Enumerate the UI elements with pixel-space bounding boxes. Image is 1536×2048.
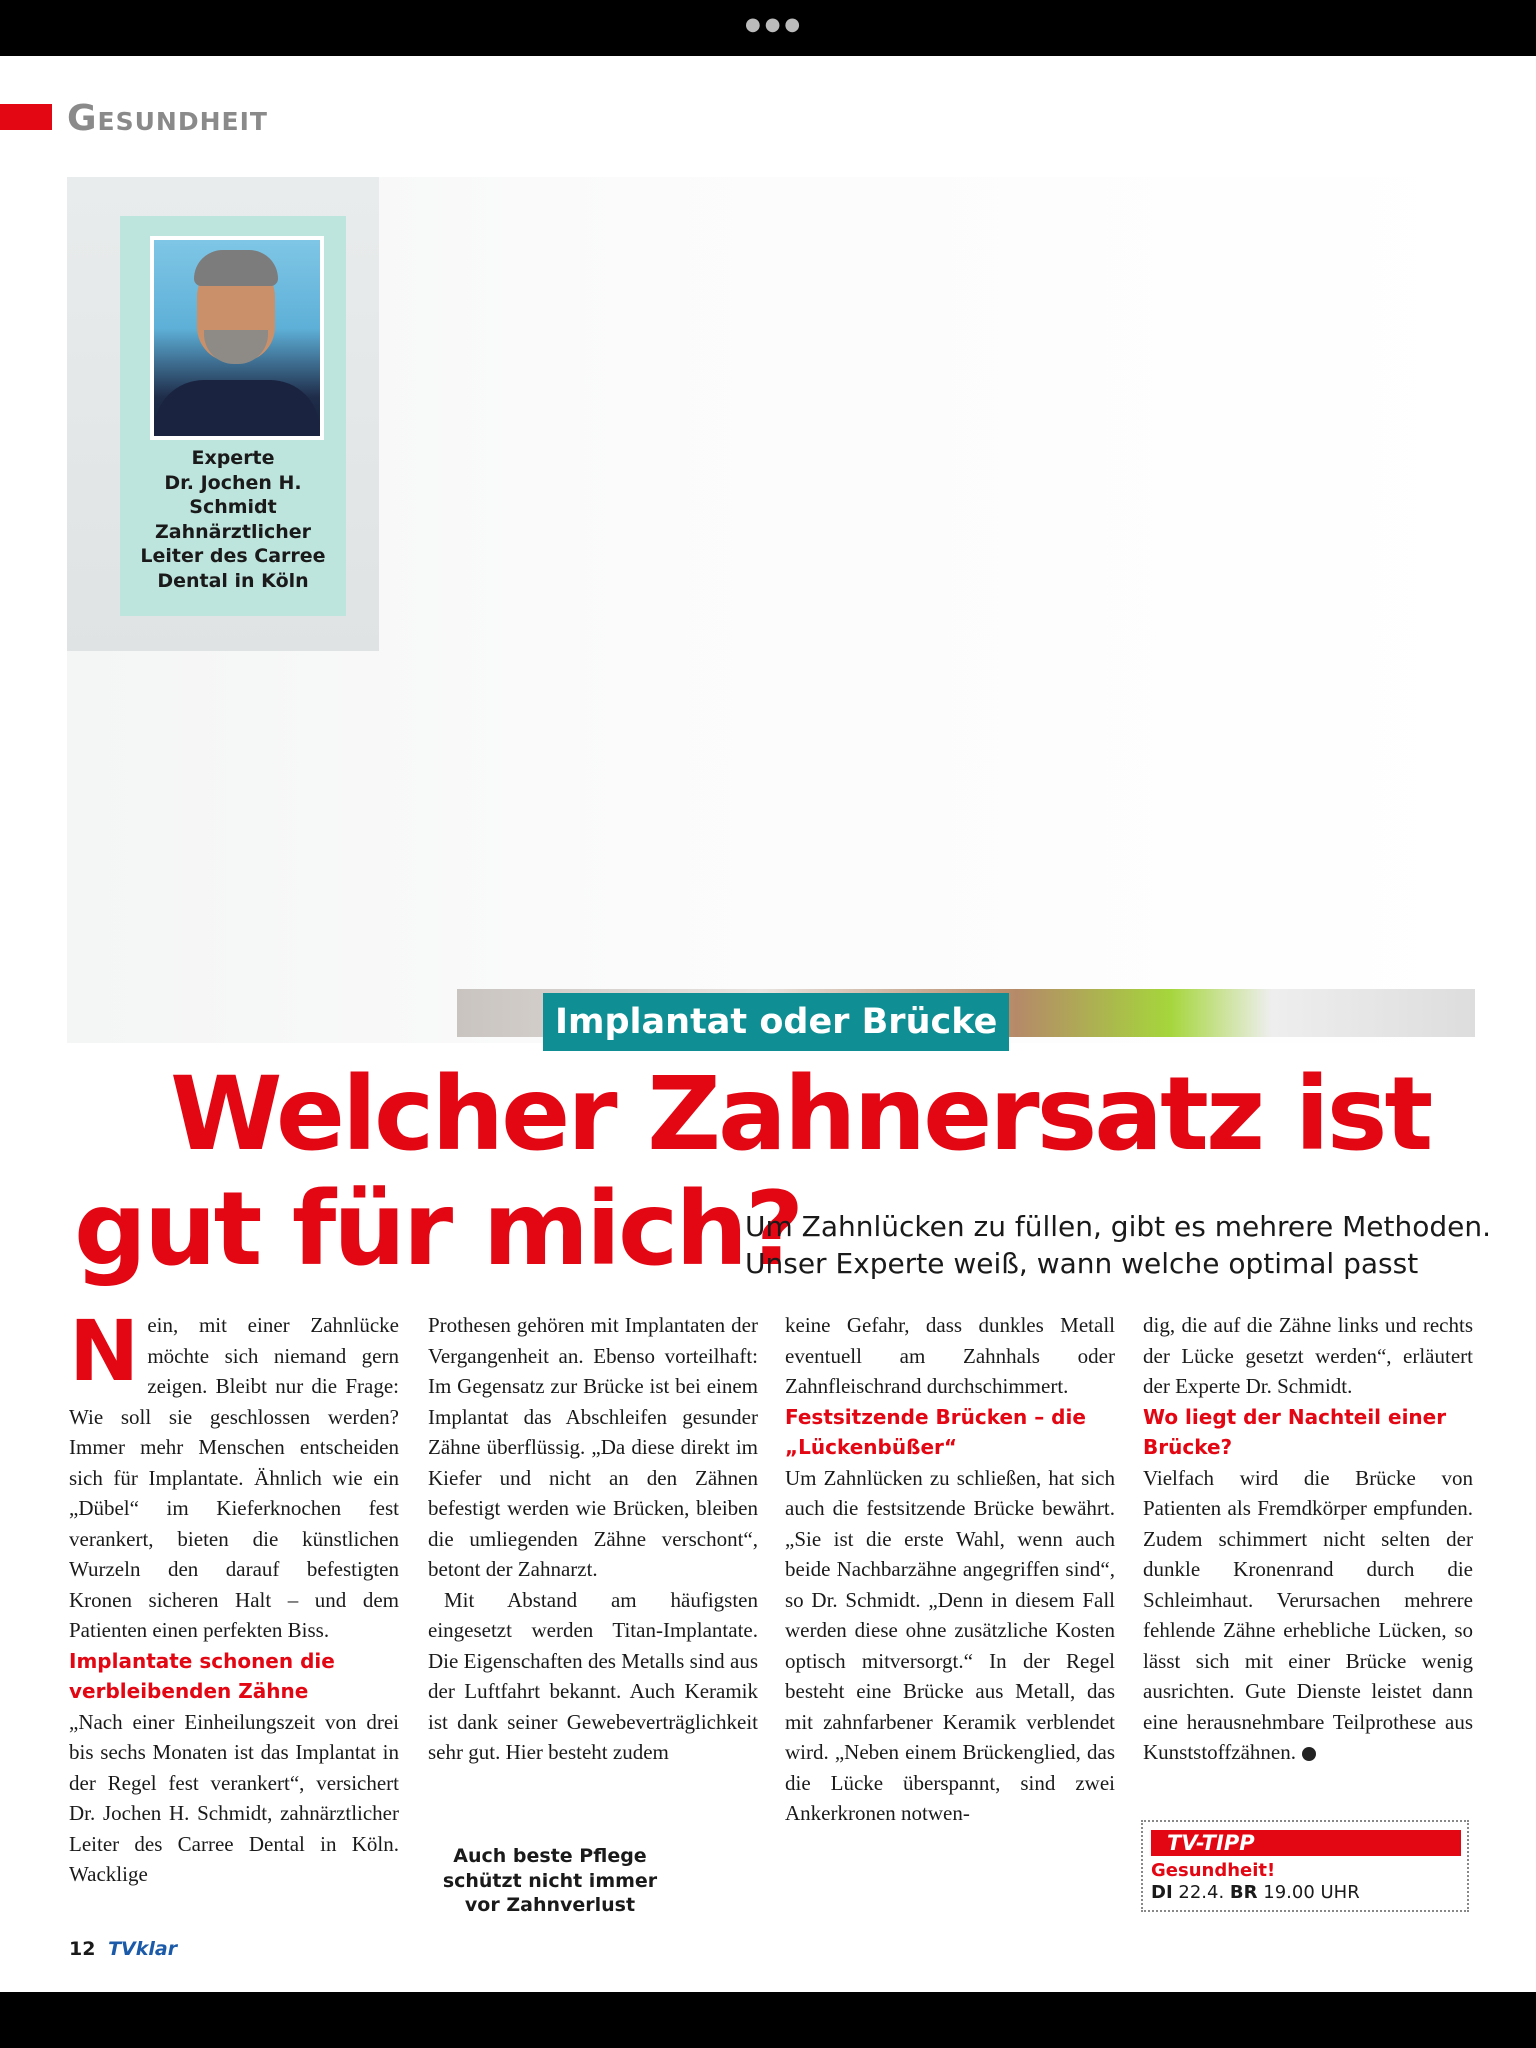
tv-tipp-label: TV-TIPP — [1151, 1830, 1461, 1856]
pull-quote-line: Auch beste Pflege — [453, 1845, 647, 1867]
expert-portrait — [150, 236, 324, 440]
magazine-page — [0, 56, 1536, 1992]
body-paragraph — [1143, 1463, 1473, 1768]
body-paragraph: „Nach einer Einheilungszeit von drei bis sechs Monaten ist das Implantat in der Regel fest verankert“, versichert Dr. Jochen H. Schmidt, zahnärztlicher Leiter des Carree Dental in Köln. Wacklige — [69, 1709, 399, 1886]
expert-caption-line: Schmidt — [189, 496, 277, 518]
tv-tipp-date: 22.4. — [1178, 1882, 1225, 1903]
page-footer — [69, 1938, 177, 1960]
bottom-bar — [0, 1992, 1536, 2048]
deck-line-2: Unser Experte weiß, wann welche optimal passt — [745, 1247, 1419, 1280]
tv-tipp-channel: BR — [1229, 1882, 1258, 1903]
tv-tipp-time: 19.00 UHR — [1263, 1882, 1360, 1903]
magazine-name: TVklar — [108, 1938, 178, 1960]
headline-line-2: gut für mich? — [74, 1170, 802, 1289]
body-paragraph: Um Zahnlücken zu schließen, hat sich auch die festsitzende Brücke bewährt. „Sie ist die erste Wahl, wenn auch beide Nachbarzähne angegriffen sind“, so Dr. Schmidt. „Denn in diesem Fall werden diese ohne zusätzliche Kosten optisch mitversorgt.“ In der Regel besteht eine Brücke aus Metall, das mit zahnfarbener Keramik verblendet wird. „Neben einem Brückenglied, das die Lücke überspannt, sind zwei Ankerkronen notwen- — [785, 1465, 1115, 1825]
body-paragraph: dig, die auf die Zähne links und rechts der Lücke gesetzt werden“, erläutert der Experte Dr. Schmidt. — [1143, 1313, 1473, 1398]
end-mark-icon — [1302, 1747, 1316, 1761]
subheading: Implantate schonen die verbleibenden Zähne — [69, 1648, 335, 1703]
section-title: Gesundheit — [67, 98, 268, 139]
expert-caption-line: Dr. Jochen H. — [164, 471, 302, 494]
pull-quote-line: schützt nicht immer — [442, 1869, 658, 1892]
tv-tipp-schedule — [1151, 1882, 1360, 1903]
subheading: Festsitzende Brücken – die „Lückenbüßer“ — [785, 1404, 1086, 1459]
drop-cap: N — [69, 1302, 140, 1400]
expert-box — [120, 216, 346, 616]
section-marker — [0, 104, 52, 130]
body-paragraph: keine Gefahr, dass dunkles Metall eventuell am Zahnhals oder Zahnfleischrand durchschimmert. — [785, 1313, 1115, 1398]
deck-line-1: Um Zahnlücken zu füllen, gibt es mehrere Methoden. — [745, 1210, 1491, 1243]
expert-caption-line: Leiter des Carree — [140, 545, 326, 567]
expert-caption-line: Experte — [191, 447, 275, 469]
expert-caption-line: Zahnärztlicher — [154, 520, 312, 543]
tv-tipp-show: Gesundheit! — [1151, 1860, 1276, 1881]
top-bar — [0, 0, 1536, 56]
body-paragraph: Mit Abstand am häufigsten eingesetzt werden Titan-Implantate. Die Eigenschaften des Metalls sind aus der Luftfahrt bekannt. Auch Keramik ist dank seiner Gewebeverträglichkeit sehr gut. Hier besteht zudem — [428, 1587, 758, 1764]
body-column-1 — [69, 1302, 399, 1890]
subheading: Wo liegt der Nachteil einer Brücke? — [1143, 1404, 1447, 1459]
more-options-icon[interactable]: ●●● — [745, 14, 805, 35]
body-column-4 — [1143, 1310, 1473, 1768]
body-column-2 — [428, 1310, 758, 1768]
article-kicker: Implantat oder Brücke — [543, 993, 1009, 1051]
expert-caption-line: Dental in Köln — [157, 569, 309, 592]
body-paragraph: ein, mit einer Zahnlücke möchte sich niemand gern zeigen. Bleibt nur die Frage: Wie soll sie geschlossen werden? Immer mehr Menschen entscheiden sich für Implantate. Ähnlich wie ein „Dübel“ im Kieferknochen fest verankert, bieten die künstlichen Wurzeln den darauf befestigten Kronen sicheren Halt – und dem Patienten einen perfekten Biss. — [69, 1313, 399, 1642]
headline-line-1: Welcher Zahnersatz ist — [170, 1055, 1431, 1174]
tv-tipp-box — [1141, 1820, 1469, 1912]
expert-caption — [120, 446, 346, 593]
page-number: 12 — [69, 1938, 96, 1960]
tv-tipp-day: DI — [1151, 1882, 1173, 1903]
pull-quote-line: vor Zahnverlust — [464, 1894, 636, 1916]
body-paragraph-text: Vielfach wird die Brücke von Patienten als Fremdkörper empfunden. Zudem schimmert nicht selten der dunkle Kronenrand durch die Schleimhaut. Verursachen mehrere fehlende Zähne erhebliche Lücken, so lässt sich mit einer Brücke wenig ausrichten. Gute Dienste leistet dann eine herausnehmbare Teilprothese aus Kunststoffzähnen. — [1143, 1465, 1473, 1764]
article-deck — [745, 1208, 1491, 1282]
body-column-3 — [785, 1310, 1115, 1829]
body-paragraph: Prothesen gehören mit Implantaten der Vergangenheit an. Ebenso vorteilhaft: Im Gegensatz zur Brücke ist bei einem Implantat das Abschleifen gesunder Zähne überflüssig. „Da diese direkt im Kiefer und nicht an den Zähnen befestigt werden wie Brücken, bleiben die umliegenden Zähne verschont“, betont der Zahnarzt. — [428, 1313, 758, 1581]
pull-quote — [430, 1844, 670, 1918]
